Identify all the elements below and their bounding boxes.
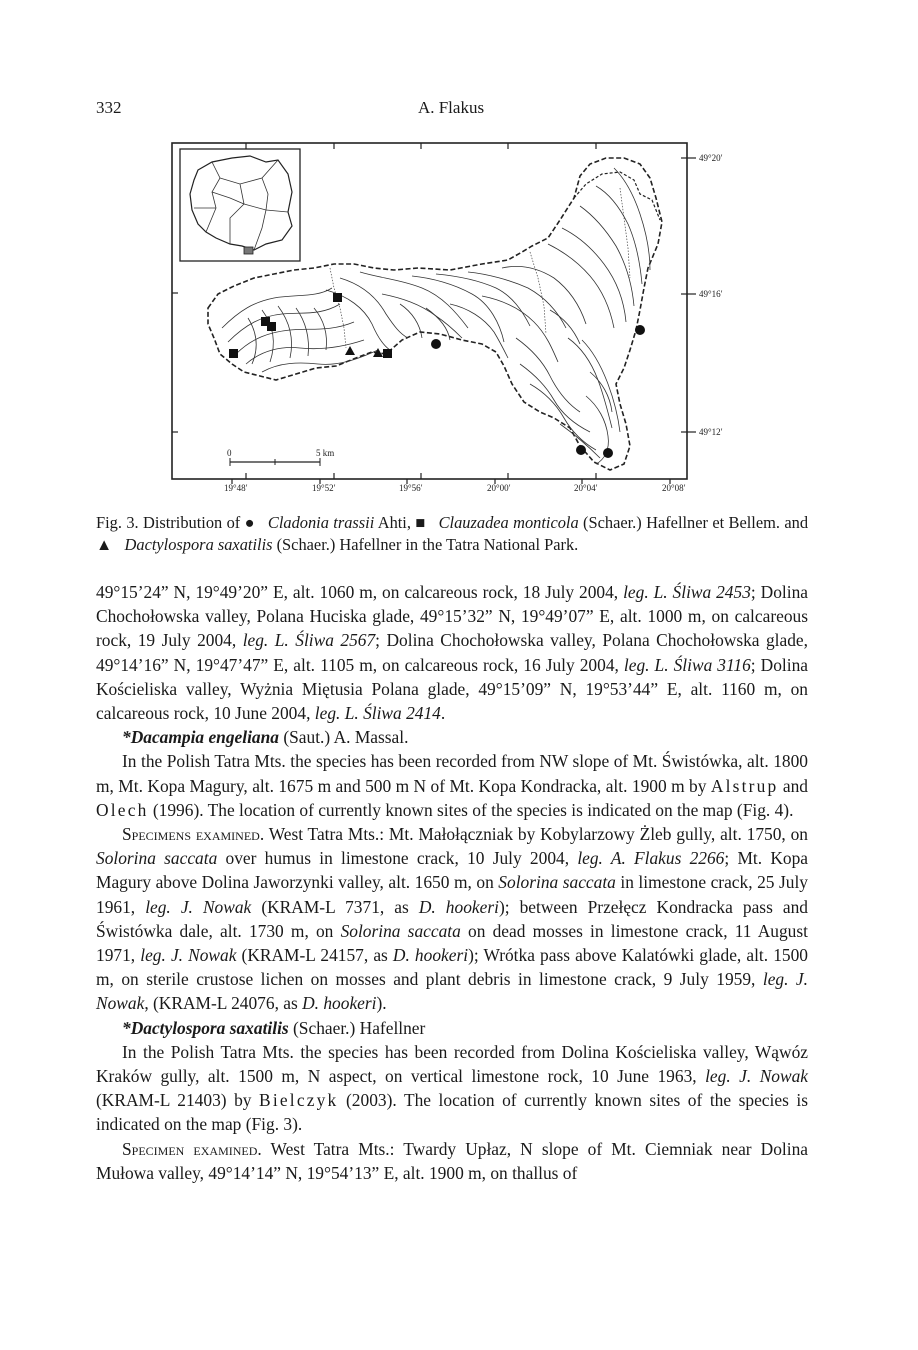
paragraph-dactylospora-specimen: Specimen examined. West Tatra Mts.: Twardy Upłaz, N slope of Mt. Ciemniak near Dolina Mułowa valley, 49°14’14” N, 19°54’13” E, alt. 1900 m, on thallus of: [96, 1138, 808, 1183]
species-heading-dactylospora: *Dactylospora saxatilis (Schaer.) Hafellner: [122, 1017, 426, 1038]
species-name-clauzadea: Clauzadea monticola: [438, 513, 579, 532]
caption-text: (Schaer.) Hafellner in the Tatra National Park.: [272, 535, 579, 554]
lon-label-2: 19°52′: [312, 483, 336, 493]
triangle-symbol-icon: ▲: [96, 535, 113, 554]
marker-square: [267, 322, 276, 331]
inset-map-poland: [180, 149, 300, 261]
caption-text: Ahti,: [374, 513, 416, 532]
species-name-dactylospora: Dactylospora saxatilis: [124, 535, 273, 554]
lat-label-1: 49°20′: [699, 153, 723, 163]
distribution-map: [150, 128, 723, 498]
lon-label-3: 19°56′: [399, 483, 423, 493]
lon-label-5: 20°04′: [574, 483, 598, 493]
running-head: A. Flakus: [417, 98, 485, 117]
circle-symbol-icon: ●: [244, 513, 255, 532]
marker-square: [229, 349, 238, 358]
paragraph-dacampia-records: In the Polish Tatra Mts. the species has been recorded from NW slope of Mt. Świstówka, alt. 1800 m, Mt. Kopa Magury, alt. 1675 m and 500 m N of Mt. Kopa Kondracka, alt. 1900 m by Alstrup and Olech (1996). The location of currently known sites of the species is indicated on the map (Fig. 4).: [96, 751, 808, 820]
page-number: 332: [96, 98, 122, 117]
paragraph-dactylospora-records: In the Polish Tatra Mts. the species has been recorded from Dolina Kościeliska valley, Wąwóz Kraków gully, alt. 1500 m, N aspect, on vertical limestone rock, 10 June 1963, leg. J. Nowak (KRAM-L 21403) by Bielczyk (2003). The location of currently known sites of the species is indicated on the map (Fig. 3).: [96, 1041, 808, 1135]
lon-label-4: 20°00′: [487, 483, 511, 493]
marker-square: [333, 293, 342, 302]
scale-start-label: 0: [227, 448, 232, 458]
lat-label-3: 49°12′: [699, 427, 723, 437]
lat-label-2: 49°16′: [699, 289, 723, 299]
distribution-map-figure: [150, 128, 723, 498]
lon-label-1: 19°48′: [224, 483, 248, 493]
species-heading-dacampia: *Dacampia engeliana (Saut.) A. Massal.: [122, 727, 409, 748]
marker-circle: [635, 325, 645, 335]
scale-end-label: 5 km: [316, 448, 335, 458]
paragraph-continued-records: 49°15’24” N, 19°49’20” E, alt. 1060 m, on calcareous rock, 18 July 2004, leg. L. Śliwa 2453; Dolina Chochołowska valley, Polana Huciska glade, 49°15’32” N, 19°49’07” E, alt. 1000 m, on calcareous rock, 19 July 2004, leg. L. Śliwa 2567; Dolina Chochołowska valley, Polana Chochołowska glade, 49°14’16” N, 19°47’47” E, alt. 1105 m, on calcareous rock, 16 July 2004, leg. L. Śliwa 3116; Dolina Kościeliska valley, Wyżnia Miętusia Polana glade, 49°15’09” N, 19°53’44” E, alt. 1160 m, on calcareous rock, 10 June 2004, leg. L. Śliwa 2414.: [96, 582, 808, 724]
marker-square: [383, 349, 392, 358]
caption-text: (Schaer.) Hafellner et Bellem. and: [578, 513, 809, 532]
square-symbol-icon: ■: [415, 513, 426, 532]
inset-study-area: [244, 247, 253, 254]
body-text: [96, 580, 808, 1185]
marker-circle: [576, 445, 586, 455]
figure-caption: [96, 512, 808, 556]
paragraph-dacampia-specimens: Specimens examined. West Tatra Mts.: Mt. Małołączniak by Kobylarzowy Żleb gully, alt. 1750, on Solorina saccata over humus in limestone crack, 10 July 2004, leg. A. Flakus 2266; Mt. Kopa Magury above Dolina Jaworzynki valley, alt. 1650 m, on Solorina saccata in limestone crack, 25 July 1961, leg. J. Nowak (KRAM-L 7371, as D. hookeri); between Przełęcz Kondracka pass and Świstówka dale, alt. 1730 m, on Solorina saccata on dead mosses in limestone crack, 11 August 1971, leg. J. Nowak (KRAM-L 24157, as D. hookeri); Wrótka pass above Kalatówki glade, alt. 1500 m, on sterile crustose lichen on mosses and plant debris in limestone crack, 9 July 1959, leg. J. Nowak, (KRAM-L 24076, as D. hookeri).: [96, 824, 809, 1014]
lon-label-6: 20°08′: [662, 483, 686, 493]
species-name-cladonia: Cladonia trassii: [267, 513, 375, 532]
caption-text: Fig. 3. Distribution of: [96, 513, 245, 532]
marker-circle: [603, 448, 613, 458]
marker-circle: [431, 339, 441, 349]
